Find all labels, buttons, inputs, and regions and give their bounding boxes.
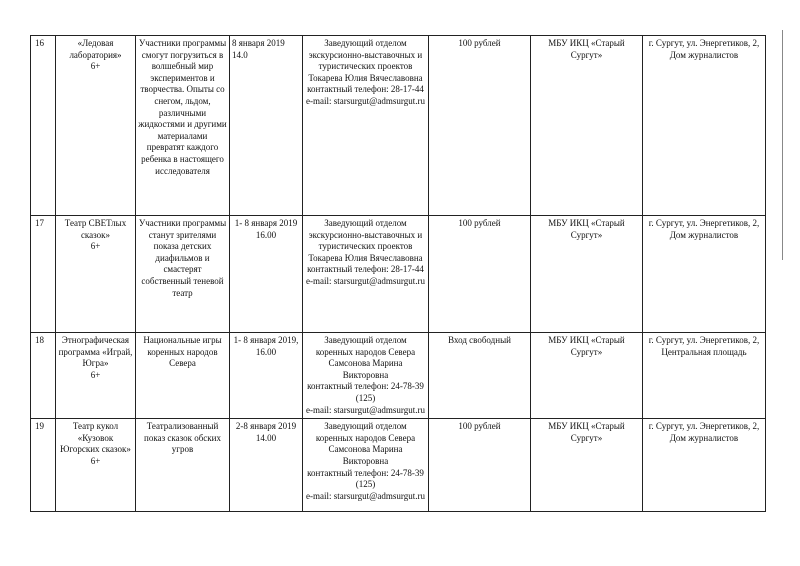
cell-name: Театр СВЕТлых сказок» 6+ [56, 216, 136, 333]
cell-num: 19 [31, 419, 56, 512]
cell-contact: Заведующий отделом экскурсионно-выставочных и туристических проектов Токарева Юлия Вячеславовна контактный телефон: 28-17-44 e-mail: starsurgut@admsurgut.ru [303, 36, 429, 216]
cell-num: 16 [31, 36, 56, 216]
cell-date: 1- 8 января 2019 16.00 [230, 216, 303, 333]
cell-num: 18 [31, 333, 56, 419]
cell-contact: Заведующий отделом экскурсионно-выставочных и туристических проектов Токарева Юлия Вячеславовна контактный телефон: 28-17-44 e-mail: starsurgut@admsurgut.ru [303, 216, 429, 333]
cell-price: 100 рублей [429, 36, 531, 216]
cell-address: г. Сургут, ул. Энергетиков, 2, Центральная площадь [643, 333, 766, 419]
cell-contact: Заведующий отделом коренных народов Севера Самсонова Марина Викторовна контактный телефон: 24-78-39 (125) e-mail: starsurgut@admsurgut.ru [303, 419, 429, 512]
cell-price: 100 рублей [429, 419, 531, 512]
cell-address: г. Сургут, ул. Энергетиков, 2, Дом журналистов [643, 216, 766, 333]
cell-description: Участники программы смогут погрузиться в волшебный мир экспериментов и творчества. Опыты со снегом, льдом, различными жидкостями и другими материалами превратят каждого ребенка в настоящего исследователя [136, 36, 230, 216]
cell-name: Этнографическая программа «Играй, Югра» 6+ [56, 333, 136, 419]
cell-address: г. Сургут, ул. Энергетиков, 2, Дом журналистов [643, 36, 766, 216]
table-row [31, 333, 766, 419]
cell-contact: Заведующий отделом коренных народов Севера Самсонова Марина Викторовна контактный телефон: 24-78-39 (125) e-mail: starsurgut@admsurgut.ru [303, 333, 429, 419]
cell-description: Театрализованный показ сказок обских угров [136, 419, 230, 512]
table-row [31, 36, 766, 216]
cell-organizer: МБУ ИКЦ «Старый Сургут» [531, 216, 643, 333]
cell-date: 8 января 2019 14.0 [230, 36, 303, 216]
cell-name: Театр кукол «Кузовок Югорских сказок» 6+ [56, 419, 136, 512]
cell-organizer: МБУ ИКЦ «Старый Сургут» [531, 419, 643, 512]
cell-organizer: МБУ ИКЦ «Старый Сургут» [531, 36, 643, 216]
cell-description: Участники программы станут зрителями показа детских диафильмов и смастерят собственный теневой театр [136, 216, 230, 333]
cell-name: «Ледовая лаборатория» 6+ [56, 36, 136, 216]
table-row [31, 419, 766, 512]
cell-description: Национальные игры коренных народов Севера [136, 333, 230, 419]
table-row [31, 216, 766, 333]
events-table [30, 35, 766, 512]
scan-edge-line [782, 30, 783, 260]
cell-price: 100 рублей [429, 216, 531, 333]
cell-date: 1- 8 января 2019, 16.00 [230, 333, 303, 419]
cell-organizer: МБУ ИКЦ «Старый Сургут» [531, 333, 643, 419]
cell-address: г. Сургут, ул. Энергетиков, 2, Дом журналистов [643, 419, 766, 512]
cell-price: Вход свободный [429, 333, 531, 419]
cell-date: 2-8 января 2019 14.00 [230, 419, 303, 512]
cell-num: 17 [31, 216, 56, 333]
